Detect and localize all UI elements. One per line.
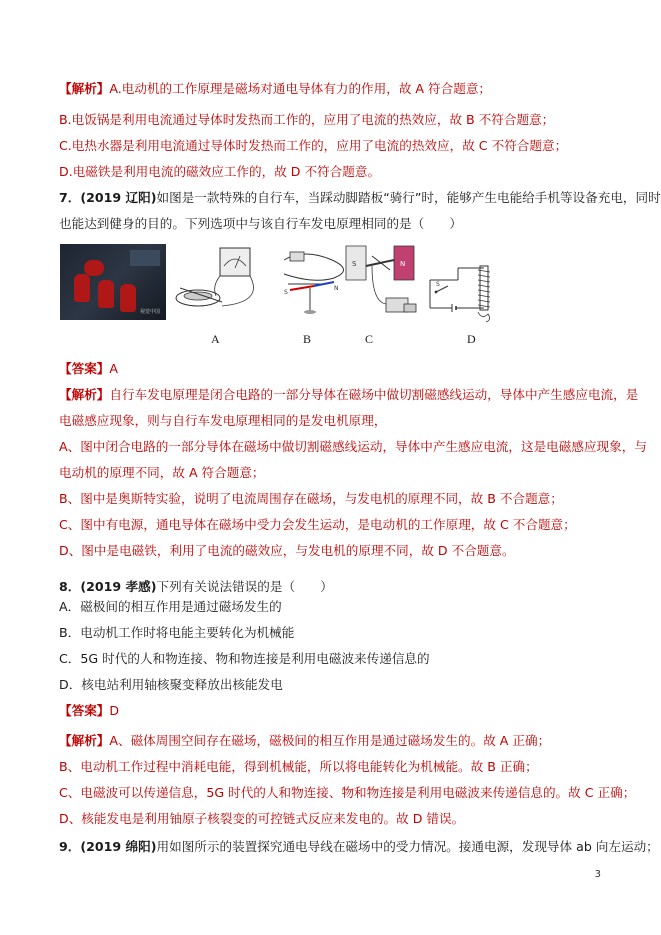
text-line (59, 516, 576, 534)
option-c-label: C (365, 332, 374, 346)
text-line (59, 810, 464, 828)
text-segment: 电动机的原理不同，故 A 符合题意； (59, 465, 265, 480)
text-line (59, 412, 386, 430)
option-c-diagram (342, 242, 432, 326)
text-segment: 【答案】 (59, 361, 110, 376)
text-line (59, 702, 119, 720)
text-segment: A (109, 361, 118, 376)
text-segment: 【答案】 (59, 703, 110, 718)
text-segment: 如图是一款特殊的自行车，当踩动脚踏板“骑行”时，能够产生电能给手机等设备充电，同时 (156, 190, 661, 205)
option-d-diagram (422, 262, 514, 324)
text-line (59, 464, 265, 482)
text-segment: B、图中是奥斯特实验，说明了电流周围存在磁场，与发电机的原理不同，故 B 不合题意； (59, 491, 563, 506)
text-segment: A．磁极间的相互作用是通过磁场发生的 (59, 599, 282, 614)
text-segment: C.电热水器是利用电流通过导体时发热而工作的，应用了电流的热效应，故 C 不符合题意； (59, 138, 568, 153)
option-b-n-label: N (334, 285, 339, 292)
option-b-s-label: S (284, 289, 288, 296)
text-segment: 电磁感应现象，则与自行车发电原理相同的是发电机原理， (59, 413, 387, 428)
option-d-label: D (467, 332, 476, 346)
text-line (59, 676, 283, 694)
text-line (59, 838, 659, 856)
text-line (59, 80, 491, 98)
option-a-diagram (172, 246, 272, 322)
text-segment: A.电动机的工作原理是磁场对通电导体有力的作用，故 A 符合题意； (109, 81, 492, 96)
text-segment: B．电动机工作时将电能主要转化为机械能 (59, 625, 295, 640)
question-7-figure (60, 240, 600, 350)
text-segment: C．5G 时代的人和物连接、物和物连接是利用电磁波来传递信息的 (59, 651, 430, 666)
text-line (59, 784, 635, 802)
text-line (59, 578, 333, 596)
text-line (59, 360, 118, 378)
text-segment: A、图中闭合电路的一部分导体在磁场中做切割磁感线运动，导体中产生感应电流，这是电磁感应现象，与 (59, 439, 647, 454)
text-line (59, 189, 661, 207)
text-segment: 【解析】 (59, 387, 110, 402)
text-segment: A、磁体周围空间存在磁场，磁极间的相互作用是通过磁场发生的。故 A 正确； (109, 733, 551, 748)
text-segment: 也能达到健身的目的。下列选项中与该自行车发电原理相同的是（ ） (59, 216, 462, 231)
text-line (59, 624, 294, 642)
text-segment: B.电饭锅是利用电流通过导体时发热而工作的，应用了电流的热效应，故 B 不符合题意； (59, 112, 555, 127)
option-c-s-label: S (352, 260, 357, 268)
option-b-label: B (303, 332, 312, 346)
text-segment: B、电动机工作过程中消耗电能，得到机械能，所以将电能转化为机械能。故 B 正确； (59, 759, 538, 774)
text-segment: 【解析】 (59, 81, 110, 96)
text-segment: D (109, 703, 120, 718)
text-line (59, 758, 538, 776)
text-segment: D、图中是电磁铁，利用了电流的磁效应，与发电机的原理不同，故 D 不合题意。 (59, 543, 515, 558)
exercise-bike-photo (60, 244, 166, 320)
text-segment: 用如图所示的装置探究通电导线在磁场中的受力情况。接通电源，发现导体 ab 向左运动； (156, 839, 659, 854)
text-segment: 9．(2019 绵阳) (59, 839, 157, 854)
option-a-label: A (211, 332, 220, 346)
text-segment: D、核能发电是利用铀原子核裂变的可控链式反应来发电的。故 D 错误。 (59, 811, 465, 826)
text-segment: 8．(2019 孝感) (59, 579, 157, 594)
text-line (59, 598, 282, 616)
text-segment: C、图中有电源，通电导体在磁场中受力会发生运动，是电动机的工作原理，故 C 不合题意； (59, 517, 576, 532)
text-line (59, 650, 430, 668)
text-line (59, 438, 647, 456)
text-line (59, 111, 554, 129)
text-segment: 自行车发电原理是闭合电路的一部分导体在磁场中做切割磁感线运动，导体中产生感应电流，是 (109, 387, 639, 402)
text-segment: 【解析】 (59, 733, 110, 748)
text-segment: 下列有关说法错误的是（ ） (156, 579, 333, 594)
text-segment: D．核电站利用轴核聚变释放出核能发电 (59, 677, 283, 692)
option-c-n-label: N (400, 260, 406, 268)
text-line (59, 215, 462, 233)
photo-caption: 视觉中国 (140, 309, 161, 315)
text-line (59, 163, 380, 181)
text-segment: C、电磁波可以传递信息，5G 时代的人和物连接、物和物连接是利用电磁波来传递信息的。故 C 正确； (59, 785, 636, 800)
text-segment: D.电磁铁是利用电流的磁效应工作的，故 D 不符合题意。 (59, 164, 381, 179)
text-line (59, 542, 515, 560)
page-number: 3 (594, 869, 601, 880)
text-line (59, 490, 563, 508)
option-d-s-label: S (436, 281, 440, 288)
text-segment: 7．(2019 辽阳) (59, 190, 157, 205)
text-line (59, 137, 567, 155)
text-line (59, 386, 638, 404)
text-line (59, 732, 550, 750)
